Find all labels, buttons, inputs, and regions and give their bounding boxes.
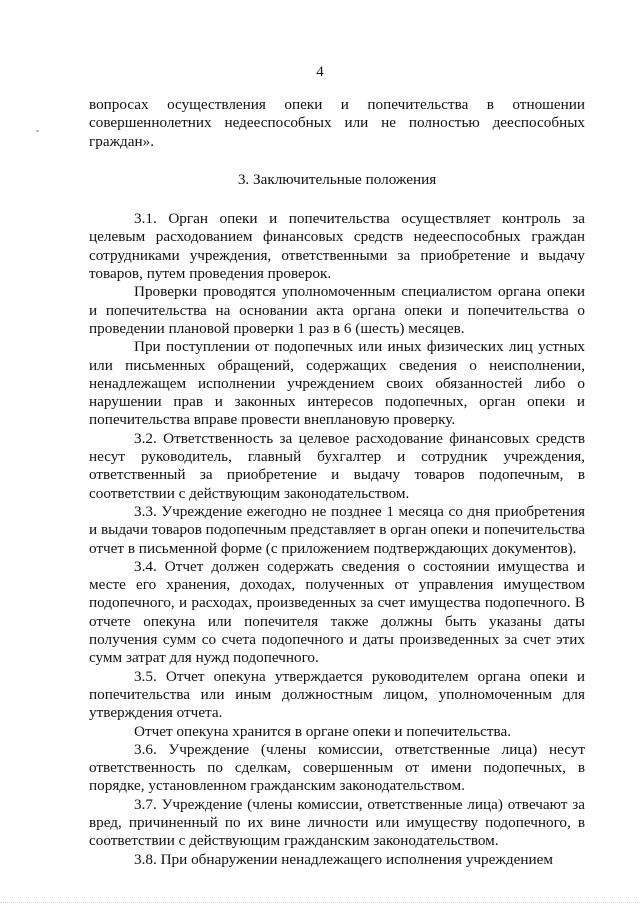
paragraph-3-8: 3.8. При обнаружении ненадлежащего исполнения учреждением bbox=[134, 850, 553, 868]
paragraph-inspections: Проверки проводятся уполномоченным специалистом органа опеки и попечительства на основании акта органа опеки и попечительства о проведении плановой проверки 1 раз в 6 (шесть) месяцев. bbox=[89, 283, 585, 337]
paragraph-unscheduled: При поступлении от подопечных или иных физических лиц устных или письменных обращений, содержащих сведения о неисполнении, ненадлежащем исполнении учреждением своих обязанностей либо о нарушении прав и законных интересов подопечных, орган опеки и попечительства вправе провести внеплановую проверку. bbox=[89, 338, 585, 429]
section-title: 3. Заключительные положения bbox=[237, 170, 437, 188]
scan-artifact bbox=[36, 130, 39, 132]
paragraph-3-1: 3.1. Орган опеки и попечительства осуществляет контроль за целевым расходованием финансовых средств недееспособных граждан сотрудниками учреждения, ответственными за приобретение и выдачу товаров, путем проведения проверок. bbox=[89, 210, 585, 283]
intro-paragraph: вопросах осуществления опеки и попечительства в отношении совершеннолетних недееспособных или не полностью дееспособных граждан». bbox=[89, 96, 585, 150]
paragraph-3-2: 3.2. Ответственность за целевое расходование финансовых средств несут руководитель, главный бухгалтер и сотрудник учреждения, ответственный за приобретение и выдачу товаров подопечным, в соответствии с действующим законодательством. bbox=[89, 429, 585, 502]
paragraph-3-6: 3.6. Учреждение (члены комиссии, ответственные лица) несут ответственность по сделкам, совершенным от имени подопечных, в порядке, установленном гражданским законодательством. bbox=[89, 740, 585, 795]
paragraph-3-5: 3.5. Отчет опекуна утверждается руководителем органа опеки и попечительства или иным должностным лицом, уполномоченным для утверждения отчета. bbox=[89, 667, 585, 722]
paragraph-3-4: 3.4. Отчет должен содержать сведения о состоянии имущества и месте его хранения, доходах, полученных от управления имуществом подопечного, и расходах, произведенных за счет имущества подопечного. В отчете опекуна или попечителя также должны быть указаны даты получения сумм со счета подопечного и даты произведенных за счет этих сумм затрат для нужд подопечного. bbox=[89, 557, 585, 667]
paragraph-3-3: 3.3. Учреждение ежегодно не позднее 1 месяца со дня приобретения и выдачи товаров подопечным представляет в орган опеки и попечительства отчет в письменной форме (с приложением подтверждающих документов). bbox=[89, 502, 585, 557]
paragraph-3-7: 3.7. Учреждение (члены комиссии, ответственные лица) отвечают за вред, причиненный по их вине личности или имуществу подопечного, в соответствии с действующим гражданским законодательством. bbox=[89, 795, 585, 850]
scan-bottom-edge bbox=[0, 901, 640, 903]
paragraph-report-storage: Отчет опекуна хранится в органе опеки и попечительства. bbox=[134, 722, 512, 740]
document-body bbox=[89, 96, 585, 869]
page-number: 4 bbox=[316, 64, 324, 80]
